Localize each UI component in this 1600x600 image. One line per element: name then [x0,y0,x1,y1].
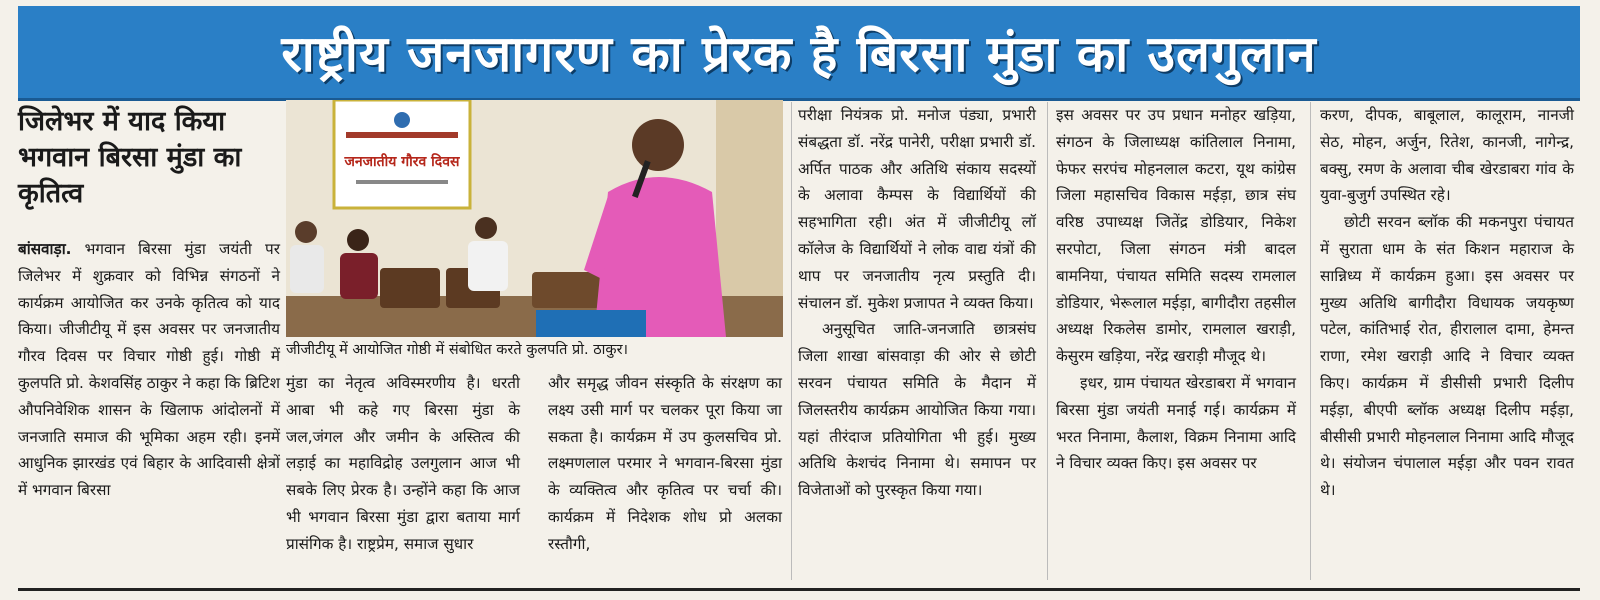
column-divider [1310,102,1311,580]
event-banner-text: जनजातीय गौरव दिवस [344,154,460,170]
article-column-3 [548,370,782,558]
column-4-text: परीक्षा नियंत्रक प्रो. मनोज पंड्या, प्रभारी संबद्धता डॉ. नरेंद्र पानेरी, परीक्षा प्रभारी डॉ. अर्पित पाठक और अतिथि संकाय सदस्यों के अलावा कैम्पस के विद्यार्थियों की सहभागिता रही। अंत में जीजीटीयू लॉ कॉलेज के विद्यार्थियों ने लोक वाद्य यंत्रों की थाप पर जनजातीय नृत्य प्रस्तुति दी। संचालन डॉ. मुकेश प्रजापत ने व्यक्त किया। [798,106,1036,312]
event-photo-illustration [286,100,783,337]
subheadline: जिलेभर में याद किया भगवान बिरसा मुंडा का कृतित्व [18,106,242,209]
column-4b-text: अनुसूचित जाति-जनजाति छात्रसंघ जिला शाखा बांसवाड़ा की ओर से छोटी सरवन पंचायत समिति के मैदान में जिलस्तरीय कार्यक्रम आयोजित किया गया। यहां तीरंदाज प्रतियोगिता भी हुई। मुख्य अतिथि केशचंद निनामा थे। समापन पर विजेताओं को पुरस्कृत किया गया। [798,320,1036,500]
event-photo [286,100,783,337]
column-divider [791,102,792,580]
column-1-text: भगवान बिरसा मुंडा जयंती पर जिलेभर में शुक्रवार को विभिन्न संगठनों ने कार्यक्रम आयोजित कर उनके कृतित्व को याद किया। जीजीटीयू में इस अवसर पर जनजातीय गौरव दिवस पर विचार गोष्ठी हुई। गोष्ठी में कुलपति प्रो. केशवसिंह ठाकुर ने कहा कि ब्रिटिश औपनिवेशिक शासन के खिलाफ आंदोलनों में जनजाति समाज की भूमिका अहम रही। इनमें आधुनिक झारखंड एवं बिहार के आदिवासी क्षेत्रों में भगवान बिरसा [18,240,280,500]
column-2-text: मुंडा का नेतृत्व अविस्मरणीय है। धरती आबा भी कहे गए बिरसा मुंडा के जल,जंगल और जमीन के अस्तित्व की लड़ाई का महाविद्रोह उलगुलान आज भी सबके लिए प्रेरक है। उन्होंने कहा कि आज भी भगवान बिरसा मुंडा द्वारा बताया मार्ग प्रासंगिक है। राष्ट्रप्रेम, समाज सुधार [286,374,520,553]
headline-banner [18,6,1580,101]
column-3-text: और समृद्ध जीवन संस्कृति के संरक्षण का लक्ष्य उसी मार्ग पर चलकर पूरा किया जा सकता है। कार्यक्रम में उप कुलसचिव प्रो. लक्ष्मणलाल परमार ने भगवान-बिरसा मुंडा के व्यक्तित्व और कृतित्व पर चर्चा की। कार्यक्रम में निदेशक शोध प्रो अलका रस्तौगी, [548,374,782,553]
column-6b-text: छोटी सरवन ब्लॉक की मकनपुरा पंचायत में सुराता धाम के संत किशन महाराज के सान्निध्य में कार्यक्रम हुआ। इस अवसर पर मुख्य अतिथि बागीदौरा विधायक जयकृष्ण पटेल, कांतिभाई रोत, हीरालाल दामा, हेमन्त राणा, रमेश खराड़ी आदि ने विचार व्यक्त किए। कार्यक्रम में डीसीसी प्रभारी दिलीप मईड़ा, बीएपी ब्लॉक अध्यक्ष दिलीप मईड़ा, बीसीसी प्रभारी मोहनलाल निनामा आदि मौजूद थे। संयोजन चंपालाल मईड़ा और पवन रावत थे। [1320,213,1574,500]
dateline: बांसवाड़ा. [18,240,72,258]
article-column-4 [798,102,1036,504]
article-column-5 [1056,102,1296,477]
article-column-1 [18,236,280,504]
column-5-text: इस अवसर पर उप प्रधान मनोहर खड़िया, संगठन के जिलाध्यक्ष कांतिलाल निनामा, फेफर सरपंच मोहनलाल कटरा, यूथ कांग्रेस जिला महासचिव विकास मईड़ा, छात्र संघ वरिष्ठ उपाध्यक्ष जितेंद्र डोडियार, निकेश सरपोटा, जिला संगठन मंत्री बादल बामनिया, पंचायत समिति सदस्य रामलाल डोडियार, भेरूलाल मईड़ा, बागीदौरा तहसील अध्यक्ष रिकलेस डामोर, रामलाल खराड़ी, केसुरम खड़िया, नरेंद्र खराड़ी मौजूद थे। [1056,106,1296,366]
article-column-6 [1320,102,1574,504]
column-divider [1047,102,1048,580]
column-5b-text: इधर, ग्राम पंचायत खेरडाबरा में भगवान बिरसा मुंडा जयंती मनाई गई। कार्यक्रम में भरत निनामा, कैलाश, विक्रम निनामा आदि ने विचार व्यक्त किए। इस अवसर पर [1056,373,1296,473]
article-column-2 [286,370,520,558]
headline: राष्ट्रीय जनजागरण का प्रेरक है बिरसा मुंडा का उलगुलान [281,25,1317,83]
bottom-rule [18,588,1580,591]
photo-caption: जीजीटीयू में आयोजित गोष्ठी में संबोधित करते कुलपति प्रो. ठाकुर। [286,342,628,358]
column-6-text: करण, दीपक, बाबूलाल, कालूराम, नानजी सेठ, मोहन, अर्जुन, रितेश, कानजी, नागेन्द्र, बक्सु, रमण के अलावा चीब खेरडाबरा गांव के युवा-बुजुर्ग उपस्थित रहे। [1320,106,1574,205]
